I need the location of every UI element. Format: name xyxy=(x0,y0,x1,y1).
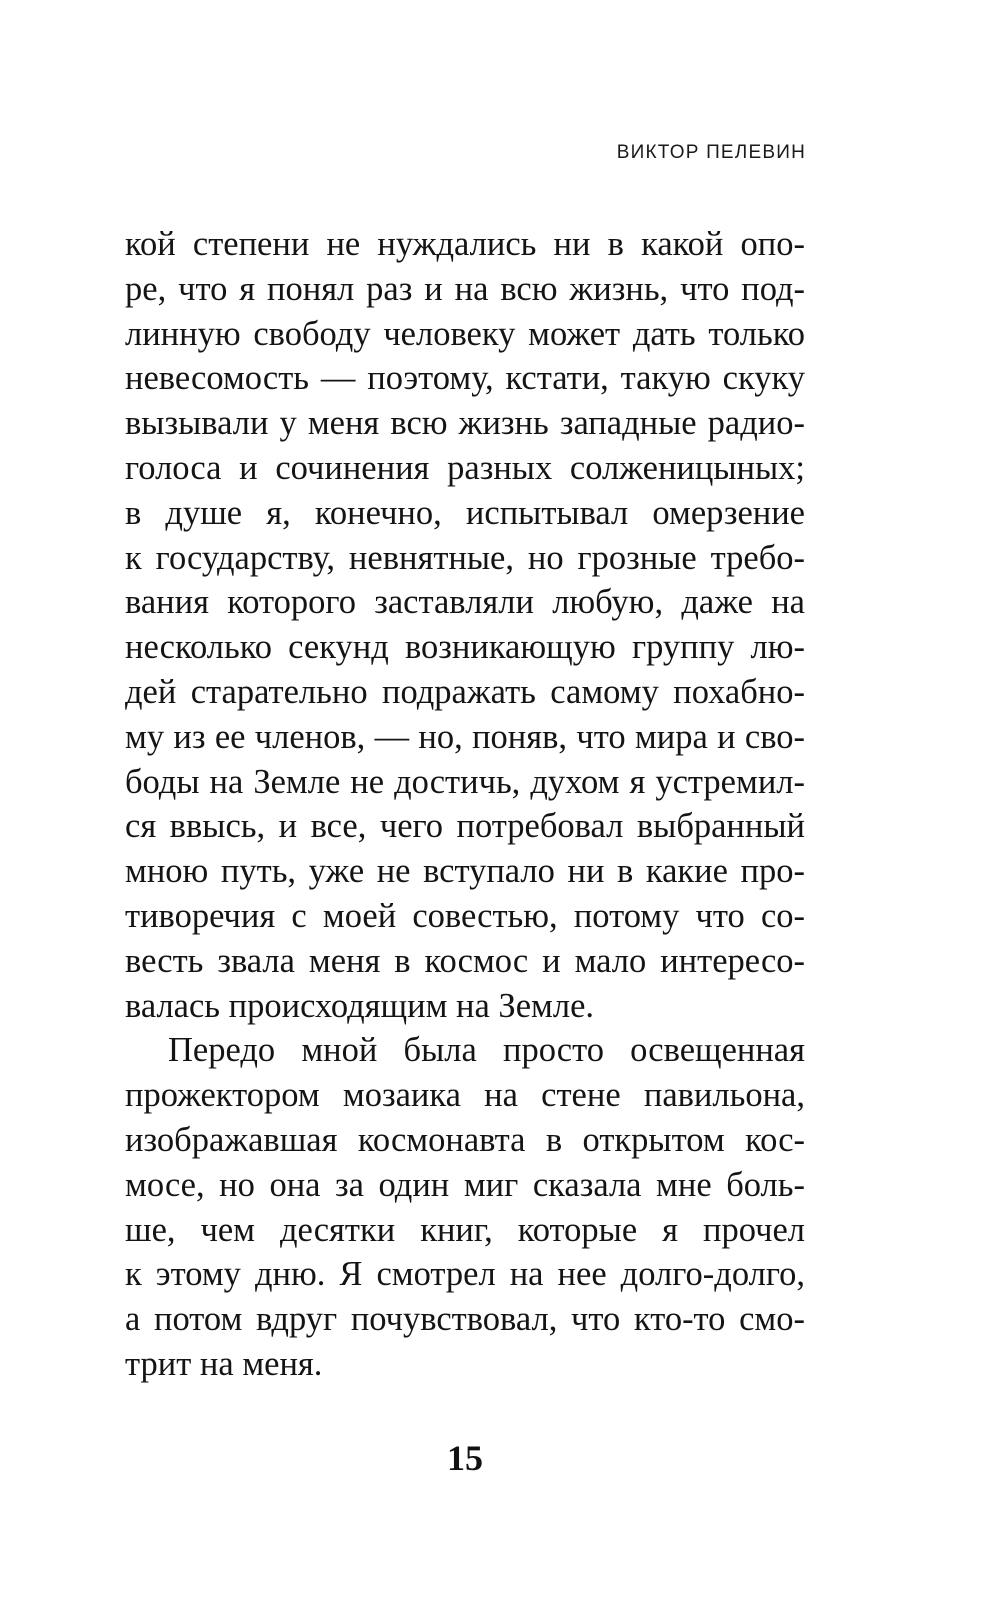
text-line: прожектором мозаика на стене павильона, xyxy=(125,1076,805,1115)
text-line: ся ввысь, и все, чего потребовал выбранный xyxy=(125,807,805,846)
body-text xyxy=(125,222,805,1387)
text-line: тиворечия с моей совестью, потому что со- xyxy=(125,896,805,935)
text-line: вызывали у меня всю жизнь западные радио- xyxy=(125,404,805,443)
text-line: дей старательно подражать самому похабно- xyxy=(125,672,805,711)
text-line: мною путь, уже не вступало ни в какие про- xyxy=(125,852,805,891)
text-line: ше, чем десятки книг, которые я прочел xyxy=(125,1210,805,1249)
page-number: 15 xyxy=(447,1438,483,1478)
text-line: линную свободу человеку может дать только xyxy=(125,314,805,353)
text-line: боды на Земле не достичь, духом я устремил- xyxy=(125,762,805,801)
text-line: вания которого заставляли любую, даже на xyxy=(125,583,805,622)
text-line: весть звала меня в космос и мало интересо- xyxy=(125,941,805,980)
text-line: к этому дню. Я смотрел на нее долго-долго, xyxy=(125,1255,805,1294)
text-line: валась происходящим на Земле. xyxy=(125,986,595,1025)
paragraph-1 xyxy=(125,222,805,1028)
text-line: изображавшая космонавта в открытом кос- xyxy=(125,1120,805,1159)
text-line: ре, что я понял раз и на всю жизнь, что под- xyxy=(125,269,805,308)
text-line: Передо мной была просто освещенная xyxy=(168,1031,805,1070)
text-line: трит на меня. xyxy=(125,1344,323,1383)
text-line: кой степени не нуждались ни в какой опо- xyxy=(125,225,805,263)
text-line: к государству, невнятные, но грозные требо- xyxy=(125,538,805,577)
text-line: му из ее членов, — но, поняв, что мира и сво- xyxy=(125,717,805,756)
paragraph-2 xyxy=(125,1028,805,1386)
text-line: голоса и сочинения разных солженицыных; xyxy=(125,448,805,487)
text-line: несколько секунд возникающую группу лю- xyxy=(125,628,805,667)
text-line: невесомость — поэтому, кстати, такую скуку xyxy=(125,359,805,398)
text-line: а потом вдруг почувствовал, что кто-то смо- xyxy=(125,1300,805,1339)
text-line: в душе я, конечно, испытывал омерзение xyxy=(125,493,805,532)
text-line: мосе, но она за один миг сказала мне боль- xyxy=(125,1165,805,1204)
running-head-author: ВИКТОР ПЕЛЕВИН xyxy=(616,142,806,163)
